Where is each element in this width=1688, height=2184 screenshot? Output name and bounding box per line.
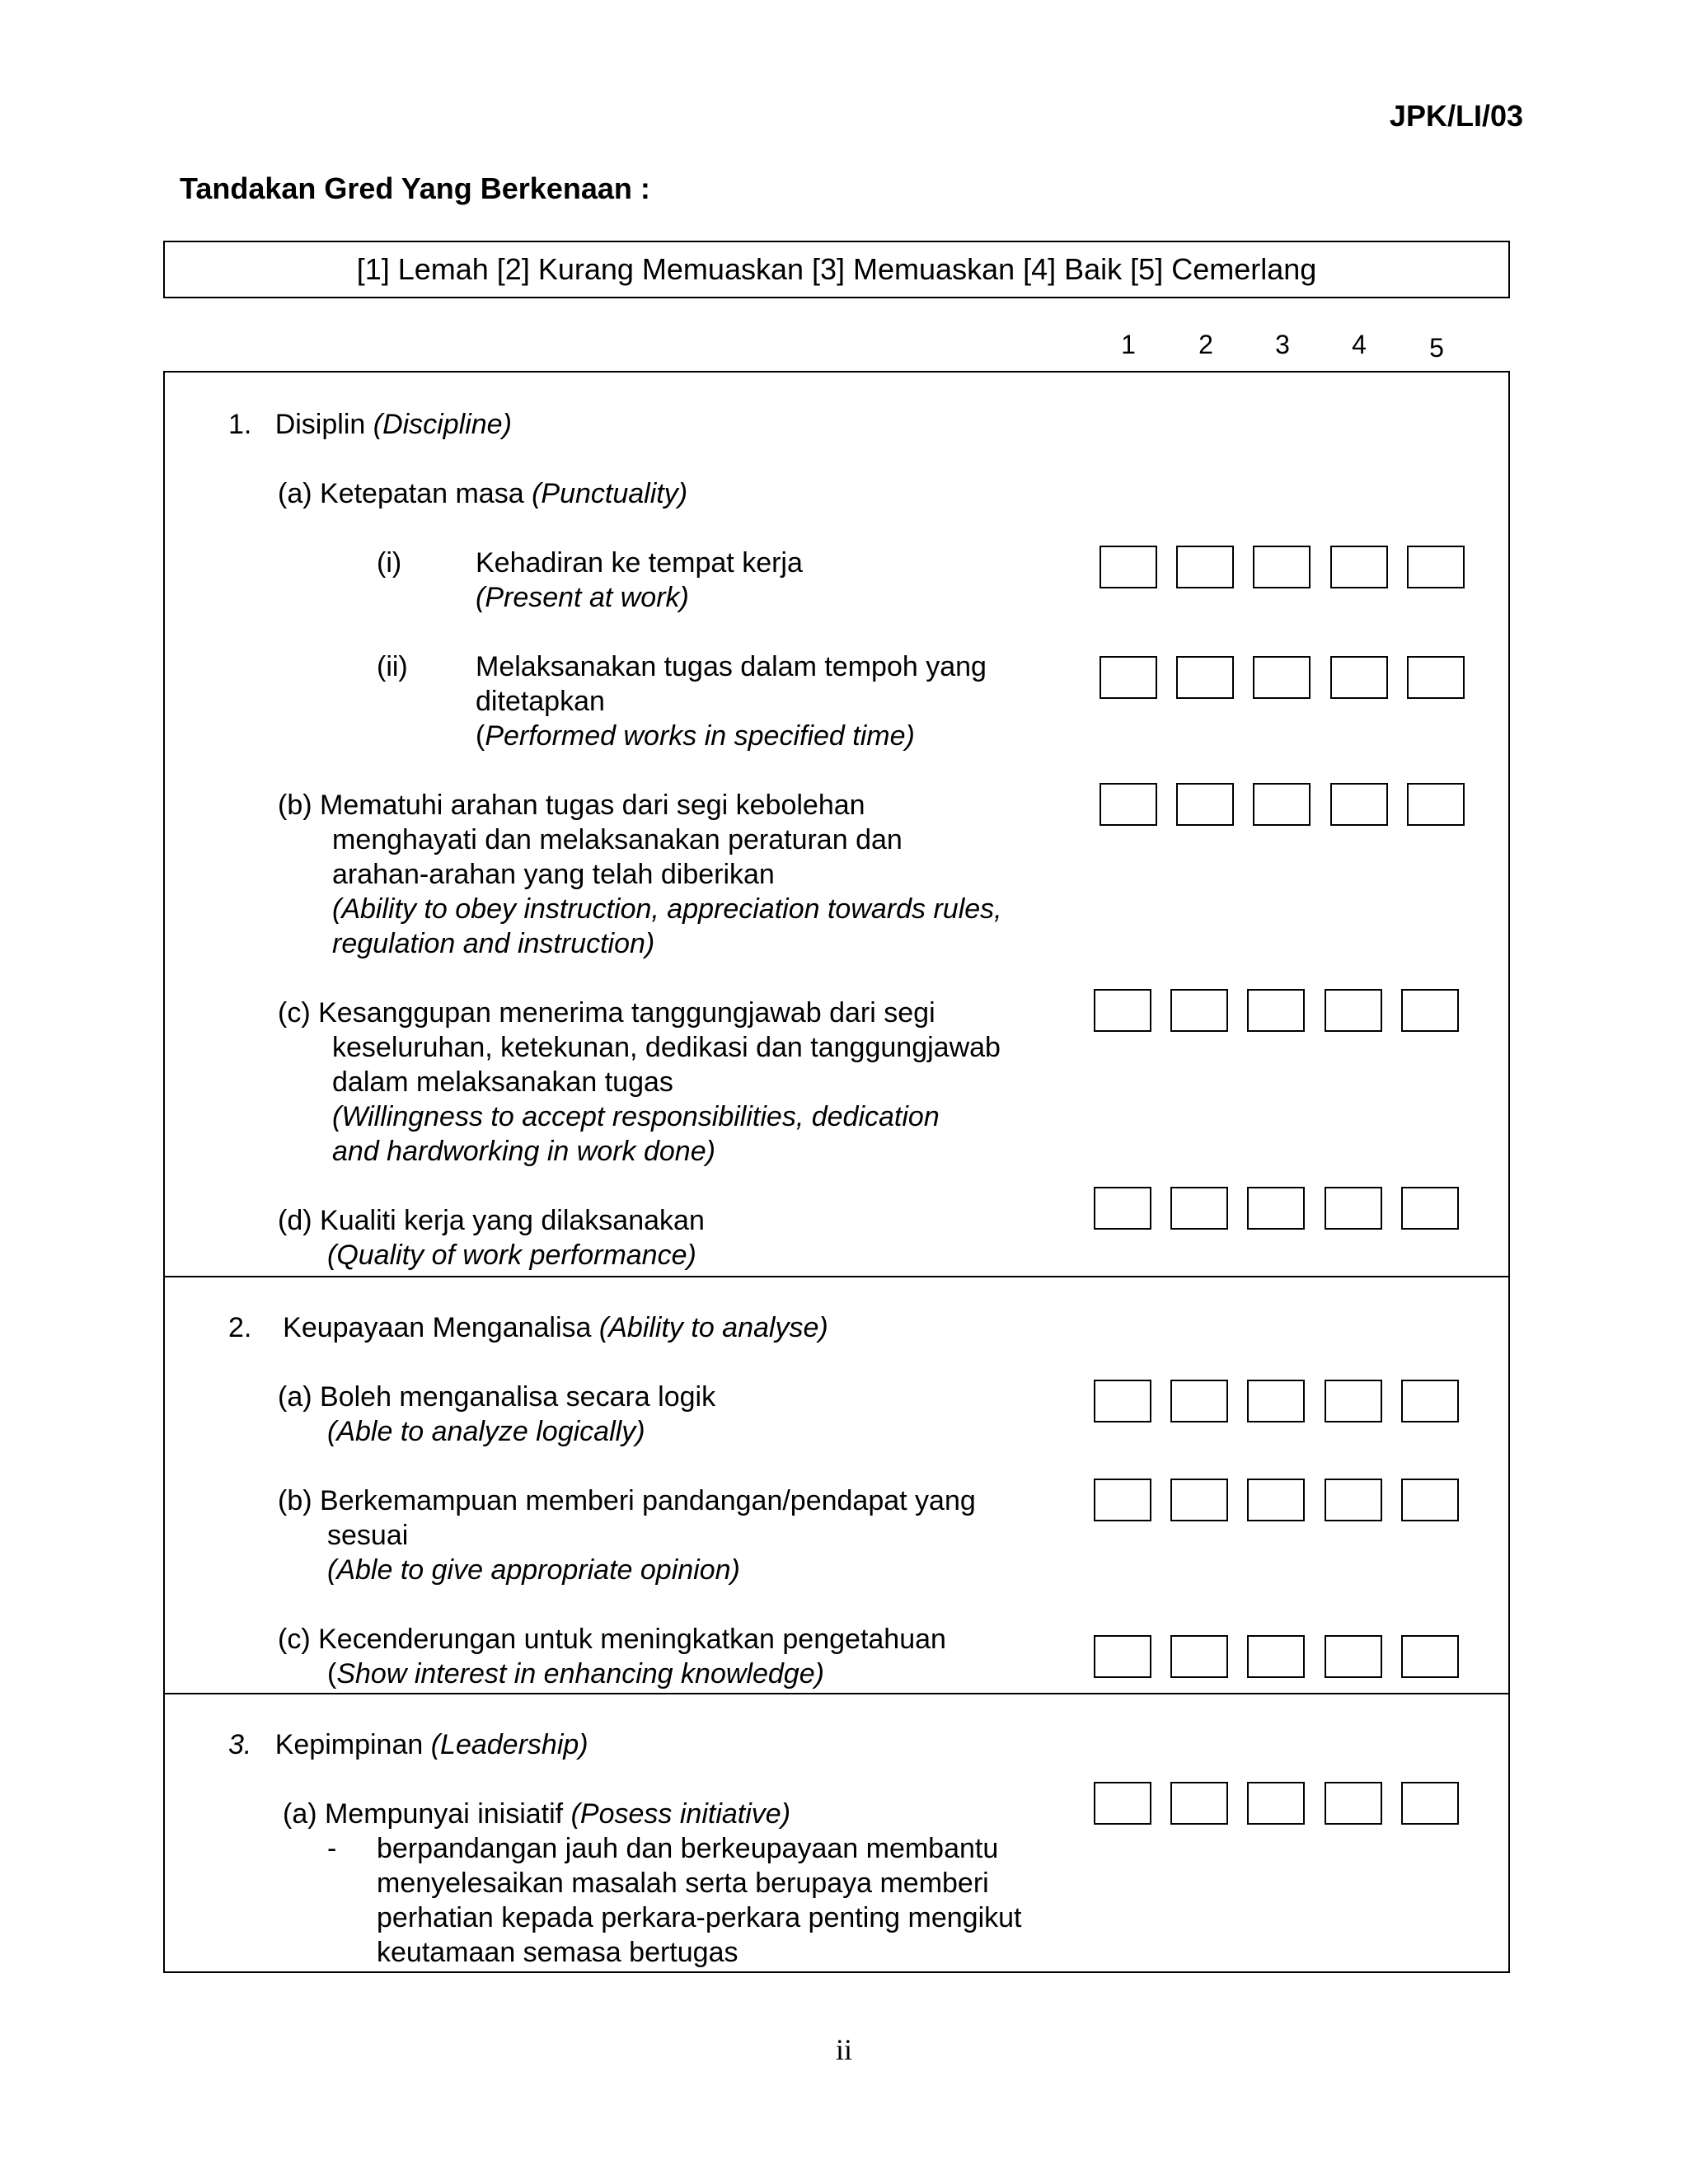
item-label: (c) bbox=[278, 997, 311, 1029]
item-2b-line-2: sesuai bbox=[327, 1520, 409, 1551]
item-2b-en: (Able to give appropriate opinion) bbox=[327, 1554, 740, 1586]
page-number: ii bbox=[835, 2033, 852, 2066]
grade-checkbox-4[interactable] bbox=[1325, 989, 1382, 1032]
item-1b-line-3: arahan-arahan yang telah diberikan bbox=[332, 859, 775, 890]
grade-checkbox-5[interactable] bbox=[1401, 1635, 1459, 1678]
item-1c-line-3: dalam melaksanakan tugas bbox=[332, 1066, 673, 1098]
item-3a-sub-2: menyelesaikan masalah serta berupaya memberi bbox=[377, 1868, 989, 1899]
item-text-en: (Punctuality) bbox=[532, 478, 688, 509]
item-3a-sub-3: perhatian kepada perkara-perkara penting mengikut bbox=[377, 1902, 1022, 1933]
grade-column-5: 5 bbox=[1429, 333, 1444, 363]
grade-column-2: 2 bbox=[1198, 330, 1213, 359]
item-1c-line-1 bbox=[278, 996, 935, 1030]
grade-checkbox-1[interactable] bbox=[1094, 1479, 1151, 1521]
grade-checkbox-2[interactable] bbox=[1170, 989, 1228, 1032]
grade-checkbox-1[interactable] bbox=[1094, 989, 1151, 1032]
item-2c-en bbox=[327, 1657, 824, 1691]
grade-column-3: 3 bbox=[1275, 330, 1290, 359]
grade-checkbox-1[interactable] bbox=[1094, 1635, 1151, 1678]
grade-checkbox-3[interactable] bbox=[1247, 1380, 1305, 1422]
item-1a-ii-en-text: Performed works in specified time) bbox=[485, 720, 915, 752]
item-1a bbox=[278, 476, 687, 511]
item-1a-ii-en-open: ( bbox=[476, 720, 485, 752]
section-title-en: (Discipline) bbox=[373, 409, 512, 440]
grade-checkbox-2[interactable] bbox=[1170, 1635, 1228, 1678]
grade-checkbox-4[interactable] bbox=[1325, 1380, 1382, 1422]
item-3a-dash: - bbox=[327, 1833, 337, 1864]
item-1c-en-1: (Willingness to accept responsibilities, dedication bbox=[332, 1101, 940, 1132]
item-label: (c) bbox=[278, 1624, 311, 1655]
item-1b-en-2: regulation and instruction) bbox=[332, 928, 655, 959]
item-1b-en-1: (Ability to obey instruction, appreciation towards rules, bbox=[332, 893, 1002, 925]
section-2-heading bbox=[228, 1310, 828, 1345]
grade-checkbox-3[interactable] bbox=[1247, 1187, 1305, 1230]
grade-checkbox-5[interactable] bbox=[1401, 989, 1459, 1032]
grade-checkbox-5[interactable] bbox=[1407, 656, 1465, 699]
item-text: Berkemampuan memberi pandangan/pendapat yang bbox=[320, 1485, 976, 1516]
section-title: Keupayaan Menganalisa bbox=[283, 1312, 592, 1343]
item-text-en: (Posess initiative) bbox=[570, 1798, 791, 1830]
section-number: 3. bbox=[228, 1729, 252, 1760]
grade-checkbox-3[interactable] bbox=[1247, 989, 1305, 1032]
item-1c-en-2: and hardworking in work done) bbox=[332, 1136, 715, 1167]
section-title-en: (Leadership) bbox=[430, 1729, 588, 1760]
grade-column-4: 4 bbox=[1352, 330, 1367, 359]
grade-column-1: 1 bbox=[1121, 330, 1136, 359]
grade-checkbox-2[interactable] bbox=[1170, 1187, 1228, 1230]
item-2a-en: (Able to analyze logically) bbox=[327, 1416, 645, 1447]
item-2a-line-1 bbox=[278, 1380, 715, 1414]
grade-checkbox-4[interactable] bbox=[1325, 1187, 1382, 1230]
page-heading: Tandakan Gred Yang Berkenaan : bbox=[180, 171, 650, 205]
item-1a-ii-num: (ii) bbox=[377, 651, 408, 682]
grade-checkbox-5[interactable] bbox=[1401, 1782, 1459, 1825]
item-2c-en-open: ( bbox=[327, 1658, 337, 1690]
item-label: (b) bbox=[278, 1485, 312, 1516]
grade-checkbox-2[interactable] bbox=[1170, 1479, 1228, 1521]
item-label: (a) bbox=[278, 478, 312, 509]
grade-checkbox-2[interactable] bbox=[1170, 1380, 1228, 1422]
document-code: JPK/LI/03 bbox=[1389, 99, 1523, 133]
grade-checkbox-5[interactable] bbox=[1401, 1479, 1459, 1521]
item-3a-sub-4: keutamaan semasa bertugas bbox=[377, 1937, 738, 1968]
item-label: (a) bbox=[278, 1381, 312, 1413]
item-1a-ii-text-2: ditetapkan bbox=[476, 686, 605, 717]
grade-checkbox-2[interactable] bbox=[1176, 546, 1234, 588]
grade-checkbox-4[interactable] bbox=[1330, 656, 1388, 699]
item-text: Mempunyai inisiatif bbox=[325, 1798, 564, 1830]
item-label: (a) bbox=[283, 1798, 317, 1830]
item-label: (d) bbox=[278, 1205, 312, 1236]
grade-checkbox-1[interactable] bbox=[1100, 656, 1157, 699]
grade-checkbox-1[interactable] bbox=[1100, 546, 1157, 588]
item-text: Kesanggupan menerima tanggungjawab dari segi bbox=[318, 997, 935, 1029]
item-1a-i-en: (Present at work) bbox=[476, 582, 689, 613]
item-1a-ii-text-1: Melaksanakan tugas dalam tempoh yang bbox=[476, 651, 987, 682]
grade-checkbox-3[interactable] bbox=[1253, 546, 1311, 588]
grade-checkbox-5[interactable] bbox=[1407, 546, 1465, 588]
section-title: Disiplin bbox=[274, 409, 366, 440]
item-3a-sub-1: berpandangan jauh dan berkeupayaan membantu bbox=[377, 1833, 999, 1864]
item-text: Mematuhi arahan tugas dari segi kebolehan bbox=[320, 790, 865, 821]
grade-checkbox-2[interactable] bbox=[1170, 1782, 1228, 1825]
grade-checkbox-3[interactable] bbox=[1253, 783, 1311, 826]
item-2c-en-text: Show interest in enhancing knowledge) bbox=[336, 1658, 824, 1690]
grade-checkbox-4[interactable] bbox=[1325, 1782, 1382, 1825]
item-1d-en: (Quality of work performance) bbox=[327, 1240, 696, 1271]
item-2c-line-1 bbox=[278, 1622, 946, 1657]
item-1a-i-text: Kehadiran ke tempat kerja bbox=[476, 547, 803, 579]
grade-checkbox-3[interactable] bbox=[1247, 1635, 1305, 1678]
grade-checkbox-5[interactable] bbox=[1401, 1187, 1459, 1230]
item-1d-line-1 bbox=[278, 1203, 705, 1238]
grade-checkbox-3[interactable] bbox=[1247, 1479, 1305, 1521]
grade-checkbox-1[interactable] bbox=[1094, 1782, 1151, 1825]
item-1b-line-2: menghayati dan melaksanakan peraturan dan bbox=[332, 824, 903, 855]
item-1a-ii-en bbox=[476, 719, 915, 753]
item-1b-line-1 bbox=[278, 788, 865, 823]
item-3a-line-1 bbox=[283, 1797, 790, 1831]
item-text: Kecenderungan untuk meningkatkan pengetahuan bbox=[318, 1624, 946, 1655]
section-3-heading bbox=[228, 1727, 588, 1762]
grade-checkbox-3[interactable] bbox=[1247, 1782, 1305, 1825]
item-text: Ketepatan masa bbox=[320, 478, 524, 509]
grade-checkbox-4[interactable] bbox=[1325, 1635, 1382, 1678]
grade-checkbox-1[interactable] bbox=[1094, 1380, 1151, 1422]
section-title: Kepimpinan bbox=[274, 1729, 424, 1760]
section-number: 1. bbox=[228, 409, 252, 440]
grade-checkbox-5[interactable] bbox=[1401, 1380, 1459, 1422]
section-title-en: (Ability to analyse) bbox=[598, 1312, 828, 1343]
item-label: (b) bbox=[278, 790, 312, 821]
grade-checkbox-4[interactable] bbox=[1330, 783, 1388, 826]
grade-legend: [1] Lemah [2] Kurang Memuaskan [3] Memuaskan [4] Baik [5] Cemerlang bbox=[163, 241, 1510, 298]
item-2b-line-1 bbox=[278, 1483, 976, 1518]
grade-checkbox-4[interactable] bbox=[1330, 546, 1388, 588]
item-1a-i-num: (i) bbox=[377, 547, 402, 579]
grade-checkbox-2[interactable] bbox=[1176, 656, 1234, 699]
section-1-heading bbox=[228, 407, 512, 442]
item-1c-line-2: keseluruhan, ketekunan, dedikasi dan tanggungjawab bbox=[332, 1032, 1001, 1063]
grade-checkbox-1[interactable] bbox=[1094, 1187, 1151, 1230]
grade-checkbox-5[interactable] bbox=[1407, 783, 1465, 826]
item-text: Boleh menganalisa secara logik bbox=[320, 1381, 716, 1413]
grade-checkbox-2[interactable] bbox=[1176, 783, 1234, 826]
section-number: 2. bbox=[228, 1312, 252, 1343]
item-text: Kualiti kerja yang dilaksanakan bbox=[320, 1205, 705, 1236]
grade-checkbox-3[interactable] bbox=[1253, 656, 1311, 699]
grade-checkbox-4[interactable] bbox=[1325, 1479, 1382, 1521]
grade-checkbox-1[interactable] bbox=[1100, 783, 1157, 826]
